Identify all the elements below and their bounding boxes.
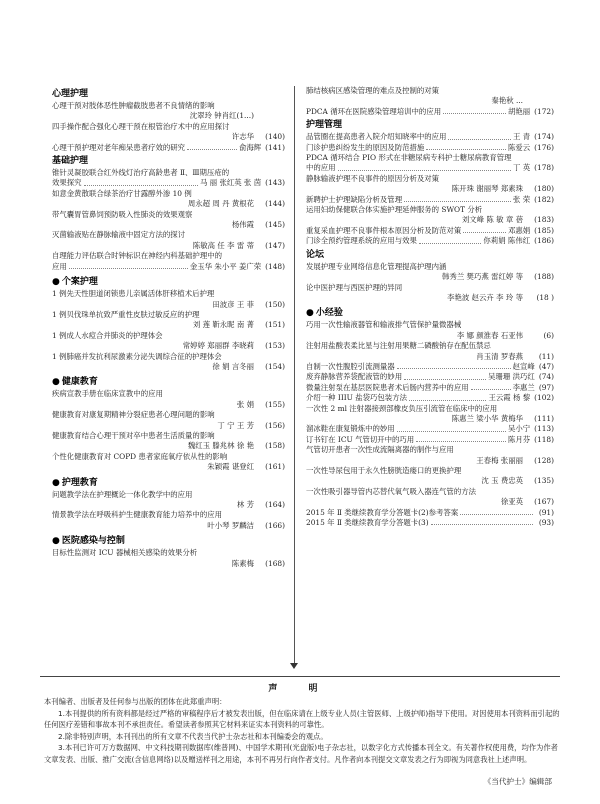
toc-entry[interactable] [306, 320, 554, 330]
toc-entry[interactable] [52, 310, 285, 320]
toc-entry-line [52, 262, 285, 272]
entry-page: (151) [265, 320, 285, 330]
entry-authors: 肖玉清 罗春燕 [476, 351, 523, 361]
entry-title: PDCA 循环结合 PIO 形式在非糖尿病专科护士糖尿病教育管理 [306, 153, 512, 163]
entry-title: 新聘护士护理缺陷分析及管理 [306, 194, 403, 204]
entry-title: 一次性吸引器导管内芯替代氧气吸入器连气管的方法 [306, 486, 476, 496]
toc-entry-line [52, 178, 285, 188]
toc-entry-line [306, 226, 554, 236]
entry-title: 如意金黄散联合绿茶治疗甘露醇外渗 10 例 [52, 188, 192, 198]
leader-dots [69, 262, 188, 269]
entry-byline [306, 456, 554, 466]
entry-authors: 林 芳 [236, 500, 254, 509]
entry-page: (144) [265, 199, 285, 209]
toc-entry[interactable] [52, 300, 285, 310]
toc-entry[interactable] [306, 215, 554, 225]
entry-title: 1 例肺癌并发抗利尿激素分泌失调综合征的护理体会 [52, 351, 222, 361]
leader-dots [409, 393, 486, 400]
entry-title: 废弃静脉营养袋配液管的妙用 [306, 372, 403, 382]
toc-entry-line [306, 195, 554, 205]
entry-authors: 陈素梅 [231, 558, 254, 568]
entry-page: (97) [538, 382, 554, 392]
entry-title: 1 例成人水痘合并肺炎的护理体会 [52, 330, 163, 340]
declaration-divider [40, 676, 560, 677]
entry-authors: 丁 英 [512, 163, 531, 173]
entry-authors: 秦艳秋 ... [491, 96, 523, 106]
entry-byline [52, 559, 285, 569]
section-heading: ● 健康教育 [52, 376, 285, 388]
entry-authors: 邓惠娟 [507, 225, 531, 235]
toc-entry[interactable] [306, 424, 554, 434]
entry-page: (186) [534, 236, 554, 246]
entry-authors: 沈翠玲 钟肖红(1...) [189, 111, 254, 121]
entry-title: 一次性导尿包用于永久性膀胱造瘘口的更换护理 [306, 466, 462, 475]
entry-byline [52, 441, 285, 451]
leader-dots [463, 226, 506, 233]
entry-authors: 魏红玉 滕兆林 徐 艳 [187, 441, 254, 451]
entry-authors: 刘文峰 陈 敏 章 蓓 [461, 215, 523, 225]
toc-entry[interactable] [306, 372, 554, 382]
entry-authors: 陈敏高 任 李 雷 蒂 [192, 240, 254, 250]
entry-page: (161) [265, 462, 285, 472]
toc-entry[interactable] [306, 383, 554, 393]
entry-page: (147) [265, 240, 285, 250]
toc-entry[interactable] [52, 441, 285, 451]
toc-entry[interactable] [306, 226, 554, 236]
entry-byline [52, 111, 285, 121]
entry-page: (167) [534, 497, 554, 507]
toc-entry[interactable] [306, 497, 554, 507]
toc-entry[interactable] [306, 456, 554, 466]
toc-entry[interactable] [52, 143, 285, 153]
toc-entry[interactable] [52, 122, 285, 143]
toc-entry-line [306, 132, 554, 142]
leader-dots [431, 518, 533, 525]
section-heading: 基础护理 [52, 156, 89, 167]
entry-authors: 丁 宁 王 芳 [217, 420, 254, 430]
entry-byline [52, 500, 285, 510]
entry-title: 健康教育结合心理干预对卒中患者生活质量的影响 [52, 430, 215, 440]
toc-entry[interactable] [306, 153, 554, 163]
toc-entry[interactable] [52, 241, 285, 251]
entry-byline [52, 300, 285, 310]
entry-byline [52, 320, 285, 330]
toc-entry[interactable] [306, 435, 554, 445]
toc-entry[interactable] [52, 101, 285, 122]
entry-title: 静脉输液护理不良事件的原因分析及对策 [306, 173, 440, 183]
toc-entry[interactable] [52, 452, 285, 462]
entry-authors: 杨伟霞 [231, 220, 254, 230]
entry-page: (153) [265, 341, 285, 351]
section-heading: ● 护理教育 [52, 477, 285, 489]
entry-authors: 陈开珠 谢丽琴 郑素珠 [451, 184, 523, 194]
leader-dots [84, 178, 198, 185]
entry-title: 肺结核病区感染管理的难点及控制的对策 [306, 86, 440, 95]
entry-page: (111) [534, 413, 554, 423]
toc-entry[interactable] [52, 421, 285, 431]
declaration-title: 声 明 [268, 684, 332, 694]
entry-page: (102) [534, 393, 554, 403]
toc-entry[interactable] [306, 262, 554, 272]
toc-entry[interactable] [52, 389, 285, 410]
toc-entry[interactable] [306, 404, 554, 414]
entry-authors: 金玉华 朱小平 姜广荣 [189, 261, 262, 271]
leader-dots [426, 143, 506, 150]
toc-entry[interactable] [306, 236, 554, 246]
toc-entry-line [306, 435, 554, 445]
toc-entry[interactable] [306, 107, 554, 117]
entry-title: 效果探究 [52, 178, 82, 188]
leader-dots [416, 435, 506, 442]
toc-entry-line [306, 508, 554, 518]
entry-byline [52, 341, 285, 351]
leader-dots [419, 236, 482, 243]
toc-entry[interactable] [52, 168, 285, 178]
toc-entry[interactable] [306, 143, 554, 153]
entry-authors: 朱颖霞 谌登红 [207, 462, 254, 472]
toc-entry[interactable] [306, 508, 554, 518]
entry-page: (74) [538, 372, 554, 382]
toc-entry-line [306, 143, 554, 153]
entry-byline [306, 414, 554, 424]
entry-page [528, 96, 554, 106]
toc-entry[interactable] [52, 320, 285, 330]
column-divider-arrow [290, 663, 298, 669]
entry-page: (155) [265, 399, 285, 409]
toc-entry[interactable] [306, 195, 554, 205]
entry-title: 门诊护患纠纷发生的原因及防范措施 [306, 142, 425, 152]
entry-authors: 胡艳丽 [507, 106, 531, 116]
entry-title: 疾病宣教手册在临床宣教中的应用 [52, 389, 163, 399]
entry-title: 个性化健康教育对 COPD 患者家庭氧疗依从性的影响 [52, 451, 228, 461]
entry-authors: 许志华 [231, 132, 254, 142]
toc-entry-line [306, 362, 554, 372]
entry-byline [306, 331, 554, 341]
entry-byline [306, 476, 554, 486]
leader-dots [187, 143, 237, 150]
entry-page: (178) [534, 163, 554, 173]
entry-byline [306, 352, 554, 362]
entry-page: (145) [265, 220, 285, 230]
entry-title: 2015 年 Ⅱ 类继续教育学分答题卡(3) [306, 518, 429, 528]
leader-dots [471, 383, 511, 390]
entry-authors: 徐 娟 言冬丽 [212, 361, 254, 371]
entry-authors: 韩秀兰 樊巧燕 雷红婷 等 [442, 272, 523, 282]
entry-authors: 李艳波 赵云卉 李 玲 等 [447, 292, 523, 302]
entry-byline [52, 521, 285, 531]
entry-authors: 吴珊珊 洪巧红 [488, 372, 535, 382]
entry-title: 应用 [52, 261, 67, 271]
toc-entry[interactable] [52, 410, 285, 420]
entry-page: (172) [534, 106, 554, 116]
entry-page: (143) [265, 178, 285, 188]
toc-entry[interactable] [306, 518, 554, 528]
entry-authors: 马 丽 张红英 张 茵 [199, 178, 262, 188]
toc-entry[interactable] [52, 262, 285, 272]
toc-entry[interactable] [306, 86, 554, 96]
entry-title: 微量注射泵在基层医院患者术后肠内营养中的应用 [306, 382, 469, 392]
entry-title: PDCA 循环在医院感染管理培训中的应用 [306, 106, 442, 116]
entry-page: (93) [538, 518, 554, 528]
toc-entry[interactable] [52, 462, 285, 472]
entry-title: 问题教学法在护理概论一体化教学中的应用 [52, 489, 193, 499]
entry-page: (164) [265, 500, 285, 509]
toc-entry[interactable] [52, 352, 285, 362]
entry-title: 中的应用 [306, 163, 336, 173]
toc-entry-line [306, 372, 554, 382]
entry-title: 锥针灵凝胶联合红外线灯治疗高龄患者 Ⅱ、Ⅲ期压疮的 [52, 168, 230, 178]
entry-page: (188) [534, 272, 554, 282]
toc-entry[interactable] [306, 174, 554, 184]
entry-title: 带气囊胃管鼻饲预防吸入性肺炎的效果观察 [52, 209, 193, 219]
entry-authors: 沈 玉 费忠英 [481, 476, 523, 486]
entry-page: (47) [538, 361, 554, 371]
toc-entry[interactable] [306, 487, 554, 497]
entry-title: 1 例先天性胆道闭锁患儿亲属活体肝移植术后护理 [52, 289, 215, 299]
toc-entry[interactable] [306, 362, 554, 372]
toc-entry[interactable] [52, 230, 285, 240]
entry-page: (166) [265, 520, 285, 530]
toc-entry-line [52, 143, 285, 153]
toc-entry[interactable] [306, 352, 554, 362]
entry-title: 1 例贝伐珠单抗致严重性皮肤过敏反应的护理 [52, 309, 200, 319]
entry-authors: 陈爱云 [507, 142, 531, 152]
entry-byline [306, 96, 554, 106]
entry-authors: 俞海辉 [238, 142, 262, 152]
entry-page: (154) [265, 361, 285, 371]
toc-entry[interactable] [52, 548, 285, 558]
declaration-paragraph-3: 3.本刊已许可万方数据网、中文科技期刊数据库(维普网)、中国学术期刊(光盘版)电子杂志社，以数字化方式传播本刊全文。有关著作权使用费，均作为作者文章发表、出版、推广交流(含信息网络)以及赠送样刊之用途，本刊不再另行向作者支付。凡作者向本刊提交文章发表之行为即视为同意我社上述声明。 [44, 743, 558, 764]
entry-page: (140) [265, 132, 285, 142]
entry-title: 情景教学法在呼吸科护生健康教育能力培养中的应用 [52, 510, 222, 520]
entry-authors: 徐亚英 [500, 497, 523, 507]
entry-authors: 吴小宁 [507, 424, 531, 434]
toc-entry[interactable] [306, 414, 554, 424]
section-heading: 护理管理 [306, 120, 343, 131]
toc-entry-line [306, 518, 554, 528]
entry-page: (174) [534, 132, 554, 142]
leader-dots [397, 424, 506, 431]
toc-entry[interactable] [52, 210, 285, 220]
entry-page: (158) [265, 441, 285, 451]
entry-title: 溜冰鞋在康复锻炼中的妙用 [306, 424, 395, 434]
entry-title: 心理干预护理对老年痴呆患者疗效的研究 [52, 142, 186, 152]
entry-title: 论中医护理与西医护理的异同 [306, 282, 403, 292]
toc-entry[interactable] [52, 289, 285, 299]
entry-title: 品管圈在提高患者入院介绍知晓率中的应用 [306, 132, 447, 142]
entry-byline [52, 241, 285, 251]
entry-page: (11) [538, 351, 554, 361]
toc-entry[interactable] [306, 466, 554, 476]
toc-entry[interactable] [52, 510, 285, 520]
leader-dots [338, 163, 511, 170]
entry-page: (148) [265, 261, 285, 271]
toc-entry[interactable] [306, 331, 554, 341]
toc-entry[interactable] [52, 362, 285, 372]
entry-page: (118) [534, 434, 554, 444]
entry-authors: 王春梅 张丽丽 [476, 455, 523, 465]
entry-authors: 你莉娟 陈伟红 [483, 236, 531, 246]
toc-entry-line [306, 383, 554, 393]
entry-page: (6) [543, 330, 554, 340]
entry-page: (180) [534, 184, 554, 194]
editorial-signature: 《当代护士》编辑部 [483, 777, 552, 786]
declaration-paragraph-1: 1.本刊提供的所有资料都是经过严格的审稿程序后才被发表出版，但在临床请在上级专业人员(主管医师、上级护师)指导下使用。对因使用本刊资料而引起的任何医疗差错和事故本刊不承担责任。希望读者参照其它材料来证实本刊资料的可靠性。 [44, 708, 560, 730]
section-heading: 心理护理 [52, 89, 89, 99]
section-heading: ● 小经验 [306, 307, 554, 319]
entry-title: 自制一次性腹腔引流测量器 [306, 361, 395, 371]
toc-entry[interactable] [52, 341, 285, 351]
entry-page: (135) [534, 476, 554, 486]
toc-entry[interactable] [306, 184, 554, 194]
entry-page: (185) [534, 225, 554, 235]
toc-entry[interactable] [52, 500, 285, 510]
toc-entry[interactable] [52, 331, 285, 341]
toc-entry[interactable] [52, 199, 285, 209]
toc-entry[interactable] [306, 205, 554, 215]
entry-title: 重复采血护理不良事件根本原因分析及防范对策 [306, 225, 462, 235]
toc-entry[interactable] [306, 96, 554, 106]
toc-entry[interactable] [306, 163, 554, 173]
declaration-paragraph-2: 2.除非特别声明，本刊刊出的所有文章不代表当代护士杂志社和本刊编委会的观点。 [58, 731, 328, 741]
entry-authors: 周永超 周 丹 黄根花 [187, 199, 254, 209]
toc-entry-line [306, 393, 554, 403]
entry-title: 注射用盐酸表柔比星与注射用果糖二磷酸钠存在配伍禁忌 [306, 341, 491, 351]
entry-authors: 张 荣 [512, 194, 531, 204]
entry-byline [306, 272, 554, 282]
column-divider [294, 86, 295, 666]
leader-dots [448, 132, 511, 139]
entry-authors: 刘 莲 靳永昵 南 菁 [192, 320, 254, 330]
entry-page: (128) [534, 455, 554, 465]
entry-page: (183) [534, 215, 554, 225]
entry-title: 气管切开患者一次性成流隔离器的制作与应用 [306, 445, 454, 455]
leader-dots [404, 195, 511, 202]
entry-title: 目标性监测对 ICU 器械相关感染的效果分析 [52, 548, 198, 558]
entry-byline [52, 199, 285, 209]
entry-title: 一次性 2 ml 注射器接颈部橡皮负压引流管在临床中的应用 [306, 403, 498, 413]
entry-title: 巧用一次性输液器管和输液排气管保护量微器械 [306, 320, 462, 330]
entry-byline [306, 497, 554, 507]
entry-page: (168) [265, 558, 285, 568]
leader-dots [443, 107, 506, 114]
entry-authors: 叶小琴 罗麟洁 [207, 520, 254, 530]
entry-title: 运用妇幼保健联合体实施护理延伸服务的 SWOT 分析 [306, 205, 483, 215]
entry-title: 四手操作配合强化心理干预在根管治疗术中的应用探讨 [52, 121, 230, 131]
entry-title: 自理能力评估联合时钟标识在神经内科基础护理中的 [52, 251, 222, 261]
toc-entry[interactable] [306, 293, 554, 303]
leader-dots [404, 372, 486, 379]
toc-entry-line [306, 424, 554, 434]
entry-page [259, 111, 285, 121]
entry-byline [52, 462, 285, 472]
toc-entry[interactable] [52, 189, 285, 199]
toc-entry[interactable] [52, 251, 285, 261]
toc-entry[interactable] [306, 341, 554, 351]
entry-page: (176) [534, 142, 554, 152]
entry-page: (150) [265, 299, 285, 309]
toc-entry[interactable] [52, 490, 285, 500]
section-heading: ● 医院感染与控制 [52, 535, 285, 547]
entry-byline [306, 184, 554, 194]
toc-entry[interactable] [52, 559, 285, 569]
entry-authors: 常婷婷 郑丽群 李晓莉 [182, 341, 254, 351]
entry-title: 介绍一种 IIIU 盐袋巧包装方法 [306, 393, 407, 403]
entry-title: 门诊全预约管理系统的应用与效果 [306, 236, 417, 246]
entry-title: 订书钉在 ICU 气管切开中的巧用 [306, 434, 415, 444]
entry-authors: 陈惠兰 梁小华 黄梅华 [451, 413, 523, 423]
entry-byline [52, 132, 285, 142]
entry-authors: 张 娟 [236, 399, 254, 409]
declaration-body [44, 696, 562, 766]
toc-entry[interactable] [306, 393, 554, 403]
entry-page: (113) [534, 424, 554, 434]
entry-title: 心理干预对肢体恶性肿瘤截肢患者不良情绪的影响 [52, 101, 215, 110]
entry-byline [306, 215, 554, 225]
declaration-intro: 本刊编者、出版者及任何参与出版的团体在此郑重声明： [44, 697, 227, 706]
section-heading: 论坛 [306, 249, 325, 260]
leader-dots [397, 362, 511, 369]
entry-page: (182) [534, 194, 554, 204]
entry-byline [52, 220, 285, 230]
entry-authors: 王 青 [512, 132, 531, 142]
toc-entry-line [306, 107, 554, 117]
entry-authors: 李 娜 颜淮春 石亚伟 [456, 330, 523, 340]
entry-page: (141) [265, 142, 285, 152]
toc-entry[interactable] [306, 476, 554, 486]
entry-byline [52, 362, 285, 372]
toc-entry[interactable] [306, 272, 554, 282]
entry-title: 发展护理专业网络信息化管理提高护理内涵 [306, 261, 447, 271]
section-heading: ● 个案护理 [52, 276, 285, 288]
toc-entry[interactable] [52, 178, 285, 188]
toc-entry[interactable] [306, 132, 554, 142]
entry-title: 健康教育对康复期精神分裂症患者心理问题的影响 [52, 410, 215, 420]
entry-title: 2015 年 Ⅱ 类继续教育学分答题卡(2)参考答案 [306, 507, 459, 517]
toc-entry[interactable] [52, 431, 285, 441]
entry-authors: 李惠兰 [512, 382, 535, 392]
entry-page: (156) [265, 420, 285, 430]
entry-byline [52, 421, 285, 431]
toc-left-column [52, 86, 285, 569]
entry-byline [52, 400, 285, 410]
toc-entry[interactable] [306, 283, 554, 293]
entry-authors: 田波彦 王 菲 [212, 299, 254, 309]
entry-title: 灭菌输液贴在静脉输液中固定方法的探讨 [52, 230, 186, 240]
entry-authors: 赵宣峰 [512, 361, 535, 371]
entry-authors: 王云霞 杨 黎 [488, 393, 531, 403]
toc-entry[interactable] [52, 220, 285, 230]
toc-right-column [306, 86, 554, 528]
entry-authors: 陈月芬 [507, 434, 531, 444]
entry-page: (91) [538, 507, 554, 517]
toc-entry[interactable] [52, 521, 285, 531]
leader-dots [460, 508, 533, 515]
entry-byline [306, 293, 554, 303]
toc-entry-line [306, 163, 554, 173]
toc-entry[interactable] [306, 445, 554, 455]
entry-page: (18 ) [536, 292, 554, 302]
toc-entry-line [306, 236, 554, 246]
